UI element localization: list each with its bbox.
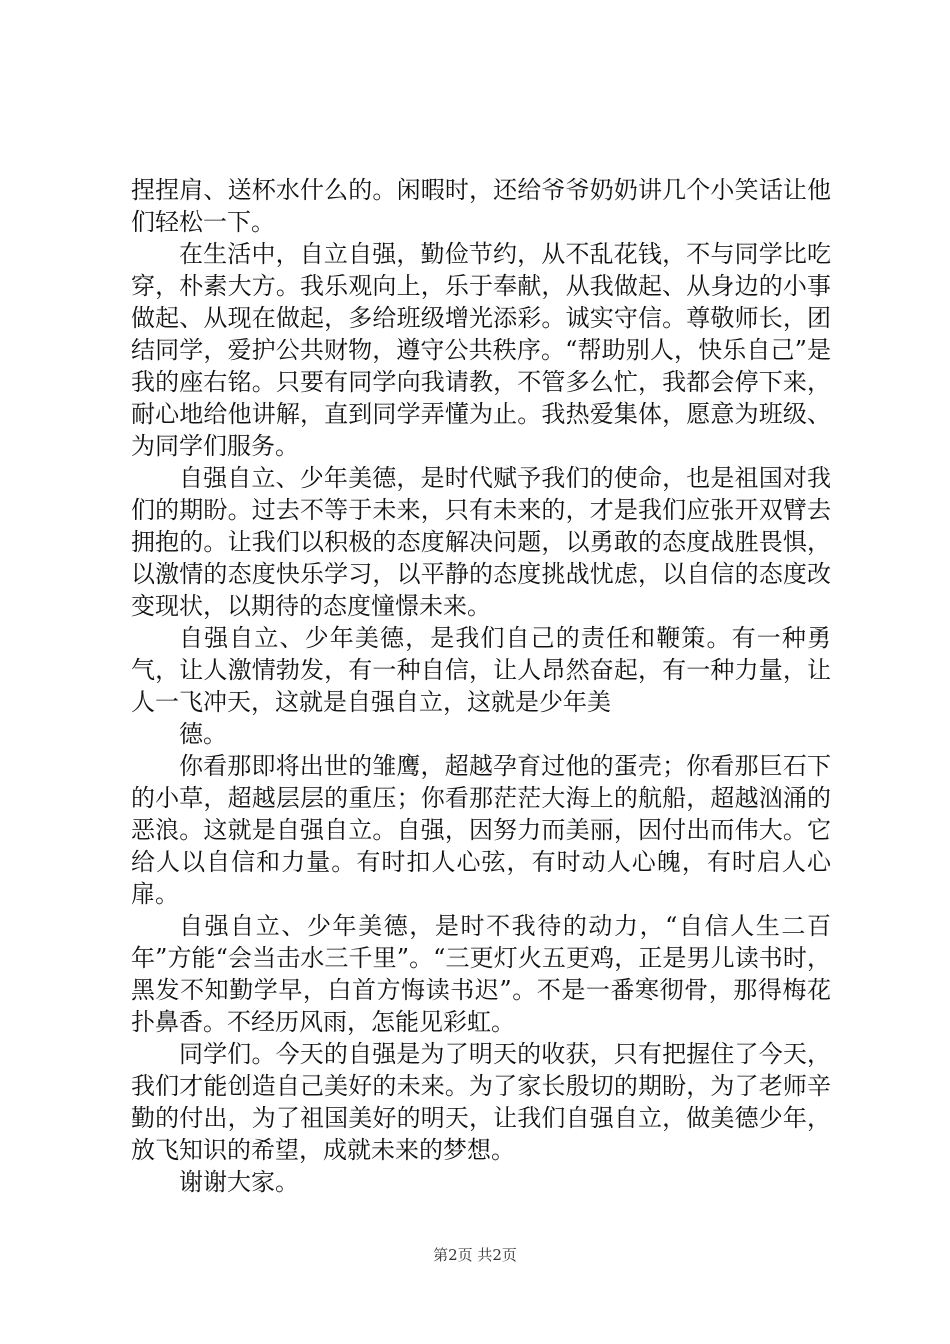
paragraph-thanks: 谢谢大家。 bbox=[179, 1168, 299, 1196]
paragraph-classmates: 同学们。今天的自强是为了明天的收获，只有把握住了今天，我们才能创造自己美好的未来。为了家长殷切的期盼，为了老师辛勤的付出，为了祖国美好的明天，让我们自强自立，做美德少年，放飞知识的希望，成就未来的梦想。 bbox=[131, 1040, 831, 1164]
paragraph-mission: 自强自立、少年美德，是时代赋予我们的使命，也是祖国对我们的期盼。过去不等于未来，只有未来的，才是我们应张开双臂去拥抱的。让我们以积极的态度解决问题，以勇敢的态度战胜畏惧，以激情的态度快乐学习，以平静的态度挑战忧虑，以自信的态度改变现状，以期待的态度憧憬未来。 bbox=[131, 464, 831, 620]
page-footer: 第2页 共2页 bbox=[433, 1246, 517, 1264]
document-body bbox=[131, 174, 831, 1198]
paragraph-motivation: 自强自立、少年美德，是时不我待的动力，“自信人生二百年”方能“会当击水三千里”。“三更灯火五更鸡，正是男儿读书时，黑发不知勤学早，白首方悔读书迟”。不是一番寒彻骨，那得梅花扑鼻香。不经历风雨，怎能见彩虹。 bbox=[131, 912, 831, 1036]
paragraph-responsibility: 自强自立、少年美德，是我们自己的责任和鞭策。有一种勇气，让人激情勃发，有一种自信，让人昂然奋起，有一种力量，让人一飞冲天，这就是自强自立，这就是少年美 bbox=[131, 624, 831, 716]
paragraph-fragment: 德。 bbox=[179, 720, 227, 748]
paragraph-life: 在生活中，自立自强，勤俭节约，从不乱花钱，不与同学比吃穿，朴素大方。我乐观向上，乐于奉献，从我做起、从身边的小事做起、从现在做起，多给班级增光添彩。诚实守信。尊敬师长，团结同学，爱护公共财物，遵守公共秩序。“帮助别人，快乐自己”是我的座右铭。只要有同学向我请教，不管多么忙，我都会停下来，耐心地给他讲解，直到同学弄懂为止。我热爱集体，愿意为班级、为同学们服务。 bbox=[131, 240, 831, 460]
paragraph-eagle: 你看那即将出世的雏鹰，超越孕育过他的蛋壳；你看那巨石下的小草，超越层层的重压；你看那茫茫大海上的航船，超越汹涌的恶浪。这就是自强自立。自强，因努力而美丽，因付出而伟大。它给人以自信和力量。有时扣人心弦，有时动人心魄，有时启人心扉。 bbox=[131, 752, 831, 908]
paragraph-continued: 捏捏肩、送杯水什么的。闲暇时，还给爷爷奶奶讲几个小笑话让他们轻松一下。 bbox=[131, 176, 831, 236]
